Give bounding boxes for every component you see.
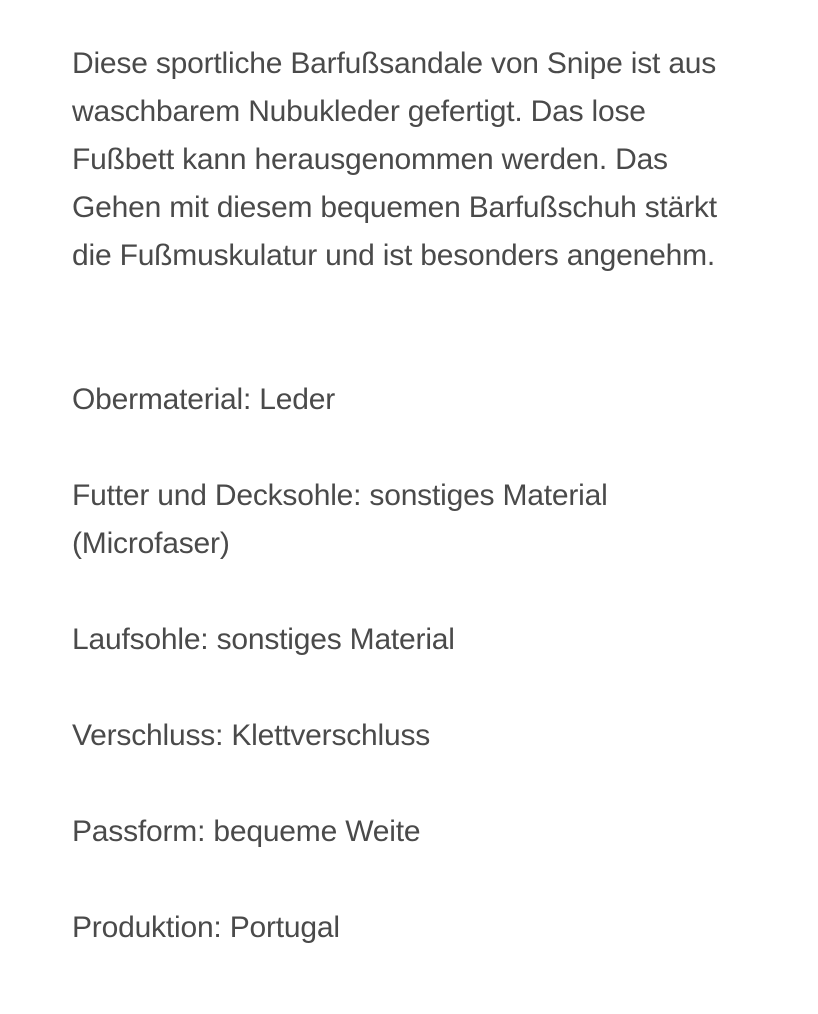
spec-line: Obermaterial: Leder [72, 383, 335, 416]
spec-line: (Microfaser) [72, 527, 230, 560]
description-line: Gehen mit diesem bequemen Barfußschuh stärkt [72, 191, 717, 224]
spec-line: Passform: bequeme Weite [72, 815, 421, 848]
description-line: die Fußmuskulatur und ist besonders angenehm. [72, 239, 716, 272]
spec-closure [72, 712, 772, 760]
description-line: waschbarem Nubukleder gefertigt. Das lose [72, 95, 646, 128]
product-description [72, 40, 772, 280]
spec-upper-material [72, 376, 772, 424]
spec-line: Verschluss: Klettverschluss [72, 719, 431, 752]
product-specs [72, 376, 772, 1000]
spec-line: Laufsohle: sonstiges Material [72, 623, 455, 656]
spec-line: Futter und Decksohle: sonstiges Material [72, 479, 608, 512]
spec-fit [72, 808, 772, 856]
spec-lining-insole [72, 472, 772, 568]
description-line: Diese sportliche Barfußsandale von Snipe ist aus [72, 47, 717, 80]
spec-line: Produktion: Portugal [72, 911, 340, 944]
description-line: Fußbett kann herausgenommen werden. Das [72, 143, 668, 176]
spec-outsole [72, 616, 772, 664]
spec-production [72, 904, 772, 952]
description-paragraph [72, 40, 772, 280]
